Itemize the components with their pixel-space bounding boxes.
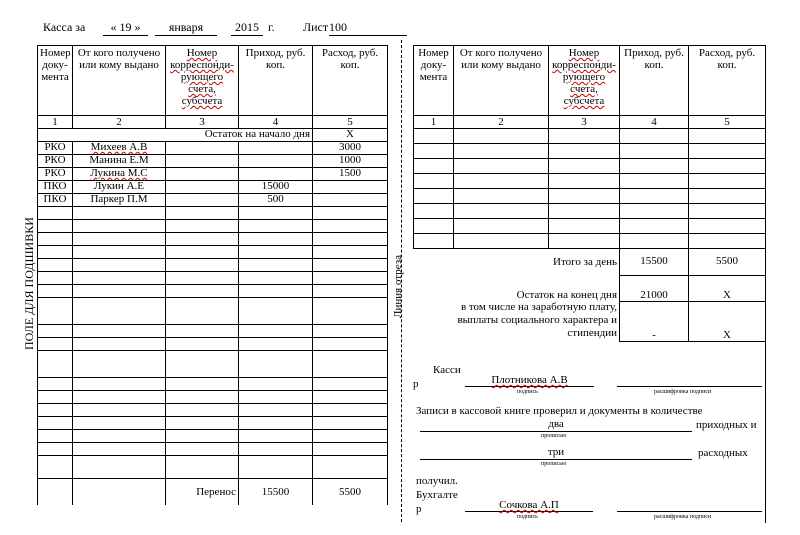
- outgoing-count: три: [420, 446, 692, 460]
- col-doc-header: Номер доку-мента: [38, 46, 73, 116]
- daily-total-expense: 5500: [689, 249, 766, 276]
- daily-total-label: Итого за день: [414, 249, 620, 276]
- col-income-header: Приход, руб. коп.: [239, 46, 313, 116]
- col-expense-header: Расход, руб. коп.: [689, 46, 766, 116]
- table-row: РКО Михеев А.В 3000: [38, 142, 388, 155]
- opening-balance-mark: X: [313, 129, 388, 142]
- right-ledger-table: [413, 45, 766, 342]
- header-month: января: [155, 20, 217, 36]
- col-number: 5: [689, 116, 766, 129]
- salary-included-mark: X: [689, 301, 766, 341]
- col-number: 3: [166, 116, 239, 129]
- outgoing-label: расходных: [698, 447, 748, 459]
- accountant-label-a: Бухгалте: [416, 489, 458, 501]
- accountant-decode-line: [617, 499, 762, 512]
- accountant-sign-caption: подпись: [517, 514, 538, 520]
- col-number: 1: [414, 116, 454, 129]
- header-day: « 19 »: [103, 20, 148, 36]
- col-number: 3: [549, 116, 620, 129]
- header-kassa-label: Касса за: [43, 20, 86, 34]
- received-label: получил.: [416, 475, 458, 487]
- closing-balance-mark: X: [689, 275, 766, 301]
- cashier-sign-caption: подпись: [517, 389, 538, 395]
- col-party-header: От кого получено или кому выдано: [454, 46, 549, 116]
- col-number: 5: [313, 116, 388, 129]
- incoming-words-caption: прописью: [541, 433, 567, 439]
- col-number: 4: [620, 116, 689, 129]
- opening-balance-label: Остаток на начало дня: [38, 129, 313, 142]
- cashier-label-a: Касси: [433, 364, 461, 376]
- salary-included-income: -: [620, 301, 689, 341]
- salary-included-label: в том числе на заработную плату, выплаты социального характера и стипендии: [457, 301, 617, 339]
- cashier-decode-caption: расшифровка подписи: [654, 389, 712, 395]
- header-list-label: Лист: [303, 20, 329, 34]
- accountant-decode-caption: расшифровка подписи: [654, 514, 712, 520]
- table-row: РКО Манина Е.М 1000: [38, 155, 388, 168]
- incoming-count: два: [420, 418, 692, 432]
- right-border-rule: [765, 333, 766, 523]
- table-row: ПКО Паркер П.М 500: [38, 194, 388, 207]
- incoming-label: приходных и: [696, 419, 757, 431]
- daily-total-income: 15500: [620, 249, 689, 276]
- checked-text: Записи в кассовой книге проверил и документы в количестве: [416, 405, 703, 417]
- transfer-expense: 5500: [313, 479, 388, 506]
- header-list-number: 100: [329, 20, 407, 36]
- outgoing-words-caption: прописью: [541, 461, 567, 467]
- col-income-header: Приход, руб. коп.: [620, 46, 689, 116]
- col-number: 1: [38, 116, 73, 129]
- col-expense-header: Расход, руб. коп.: [313, 46, 388, 116]
- header-year: 2015: [231, 20, 263, 36]
- col-doc-header: Номер доку-мента: [414, 46, 454, 116]
- table-row: ПКО Лукин А.Е 15000: [38, 181, 388, 194]
- cashier-decode-line: [617, 374, 762, 387]
- accountant-signature: Сочкова А.П: [465, 499, 593, 512]
- col-number: 2: [73, 116, 166, 129]
- closing-balance-label: Остаток на конец дня: [516, 289, 617, 301]
- header-year-suffix: г.: [268, 20, 275, 34]
- transfer-income: 15500: [239, 479, 313, 506]
- cashier-signature: Плотникова А.В: [465, 374, 594, 387]
- binding-margin-label: ПОЛЕ ДЛЯ ПОДШИВКИ: [22, 217, 36, 350]
- cut-line-label: Линия отреза: [392, 255, 404, 318]
- col-party-header: От кого получено или кому выдано: [73, 46, 166, 116]
- col-account-header: Номер корреспонди-рующего счета, субсчета: [549, 46, 620, 116]
- table-row: РКО Лукина М.С 1500: [38, 168, 388, 181]
- col-number: 4: [239, 116, 313, 129]
- col-account-header: Номер корреспонди-рующего счета, субсчета: [166, 46, 239, 116]
- transfer-label: Перенос: [166, 479, 239, 506]
- col-number: 2: [454, 116, 549, 129]
- left-ledger-table: [37, 45, 388, 505]
- cashier-label-b: р: [413, 378, 419, 390]
- accountant-label-b: р: [416, 503, 422, 515]
- closing-balance-income: 21000: [620, 275, 689, 301]
